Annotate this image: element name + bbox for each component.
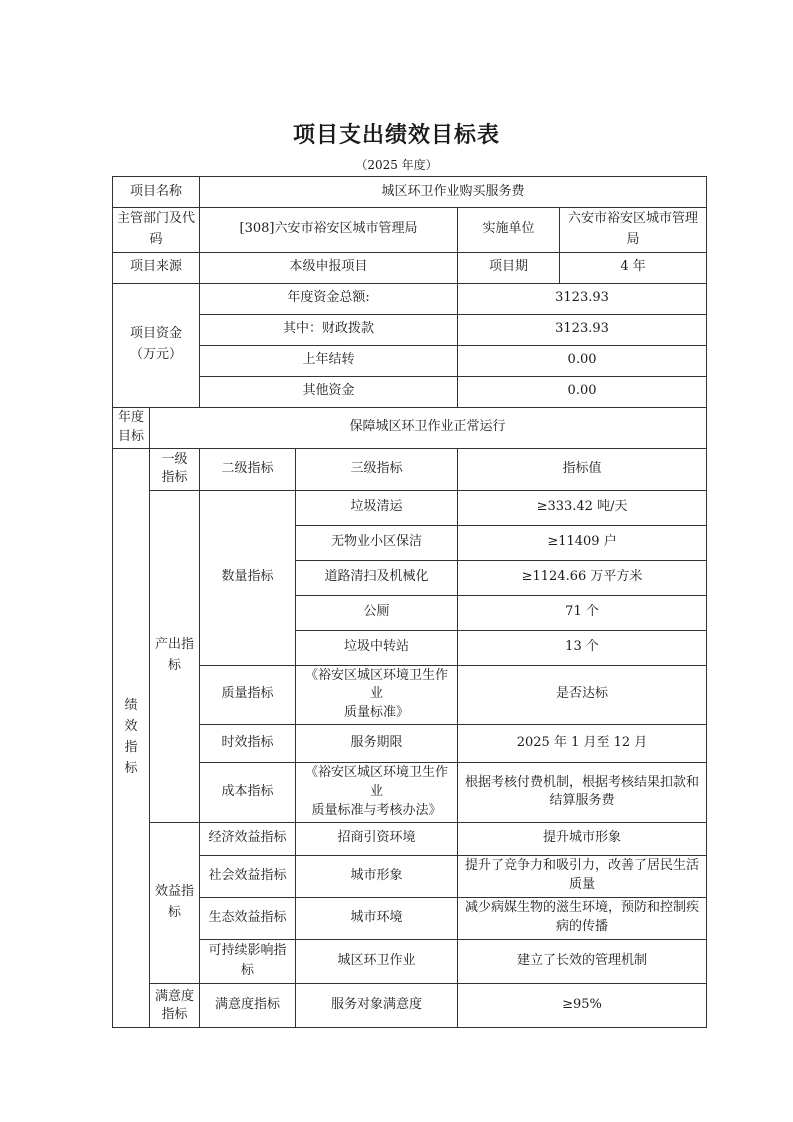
- impl-unit-value: 六安市裕安区城市管理局: [560, 208, 707, 253]
- funds-label-cell: [113, 283, 200, 407]
- funds-other-value: 0.00: [458, 376, 707, 407]
- benefit-value-line1: 提升了竞争力和吸引力，改善了居民生活: [465, 858, 700, 874]
- benefit-l2: 社会效益指标: [200, 855, 296, 897]
- project-name-value: 城区环卫作业购买服务费: [200, 177, 707, 208]
- header-level2: 二级指标: [200, 448, 296, 490]
- quantity-item-name: 垃圾中转站: [296, 630, 458, 665]
- quantity-item-value: ≥1124.66 万平方米: [458, 560, 707, 595]
- quantity-item-name: 公厕: [296, 595, 458, 630]
- goal-label-1: 年度: [117, 410, 144, 426]
- perf-label-char: 效: [124, 719, 138, 735]
- satisfaction-label-a: 满意度: [155, 988, 195, 1004]
- goal-value: 保障城区环卫作业正常运行: [150, 407, 707, 448]
- funds-fiscal-value: 3123.93: [458, 314, 707, 345]
- benefit-value: 建立了长效的管理机制: [458, 939, 707, 984]
- period-label: 项目期: [458, 252, 560, 283]
- timeliness-value: 2025 年 1 月至 12 月: [458, 725, 707, 763]
- benefit-label-b: 标: [168, 904, 182, 920]
- perf-label-char: 绩: [124, 698, 138, 714]
- benefit-l3: 城市形象: [296, 855, 458, 897]
- satisfaction-value: ≥95%: [458, 984, 707, 1028]
- funds-total-value: 3123.93: [458, 283, 707, 314]
- header-value: 指标值: [458, 448, 707, 490]
- goal-label-2: 目标: [117, 428, 144, 444]
- satisfaction-l2: 满意度指标: [200, 984, 296, 1028]
- perf-label-char: 标: [124, 760, 138, 776]
- cost-standard-line1: 《裕安区城区环境卫生作业: [305, 765, 449, 799]
- fiscal-year: （2025 年度）: [355, 158, 438, 172]
- timeliness-item: 服务期限: [296, 725, 458, 763]
- header-level1-a: 一级: [161, 451, 188, 467]
- quantity-item-value: ≥333.42 吨/天: [458, 490, 707, 525]
- header-level1: [150, 448, 200, 490]
- perf-label-char: 指: [124, 739, 138, 755]
- quality-label: 质量指标: [200, 665, 296, 725]
- cost-value-line1: 根据考核付费机制，根据考核结果扣款和: [465, 774, 700, 790]
- goal-label-cell: [113, 407, 150, 448]
- header-level3: 三级指标: [296, 448, 458, 490]
- benefit-l2: 可持续影响指标: [200, 939, 296, 984]
- quantity-item-name: 道路清扫及机械化: [296, 560, 458, 595]
- quantity-item-value: ≥11409 户: [458, 525, 707, 560]
- performance-table: [112, 176, 707, 1028]
- quantity-label: 数量指标: [200, 490, 296, 665]
- quantity-item-value: 71 个: [458, 595, 707, 630]
- timeliness-label: 时效指标: [200, 725, 296, 763]
- source-value: 本级申报项目: [200, 252, 458, 283]
- header-level1-b: 指标: [161, 470, 188, 486]
- cost-value-line2: 结算服务费: [549, 793, 615, 809]
- benefit-value: [458, 897, 707, 939]
- period-value: 4 年: [560, 252, 707, 283]
- benefit-l2: 生态效益指标: [200, 897, 296, 939]
- funds-carryover-label: 上年结转: [200, 345, 458, 376]
- benefit-value-line2: 病的传播: [556, 919, 609, 935]
- benefit-label-a: 效益指: [155, 884, 195, 900]
- benefit-l3: 城区环卫作业: [296, 939, 458, 984]
- output-label-cell: [150, 490, 200, 822]
- benefit-value: [458, 855, 707, 897]
- satisfaction-label-cell: [150, 984, 200, 1028]
- page-title: 项目支出绩效目标表: [292, 123, 500, 148]
- cost-value: [458, 763, 707, 823]
- perf-label-cell: [113, 448, 150, 1028]
- benefit-value: 提升城市形象: [458, 822, 707, 855]
- funds-fiscal-label: 其中：财政拨款: [200, 314, 458, 345]
- funds-unit: （万元）: [130, 347, 183, 363]
- output-label-b: 标: [168, 658, 182, 674]
- quality-value: 是否达标: [458, 665, 707, 725]
- satisfaction-label-b: 指标: [161, 1006, 188, 1022]
- output-label-a: 产出指: [155, 637, 195, 653]
- quality-standard: [296, 665, 458, 725]
- funds-total-label: 年度资金总额:: [200, 283, 458, 314]
- benefit-label-cell: [150, 822, 200, 984]
- cost-standard: [296, 763, 458, 823]
- benefit-value-line1: 减少病媒生物的滋生环境，预防和控制疾: [465, 900, 700, 916]
- funds-label: 项目资金: [130, 326, 183, 342]
- dept-value: [308]六安市裕安区城市管理局: [200, 208, 458, 253]
- funds-carryover-value: 0.00: [458, 345, 707, 376]
- dept-label: 主管部门及代码: [113, 208, 200, 253]
- source-label: 项目来源: [113, 252, 200, 283]
- quality-standard-line2: 质量标准》: [344, 705, 410, 721]
- benefit-l2: 经济效益指标: [200, 822, 296, 855]
- benefit-l3: 招商引资环境: [296, 822, 458, 855]
- funds-other-label: 其他资金: [200, 376, 458, 407]
- quality-standard-line1: 《裕安区城区环境卫生作业: [305, 667, 449, 702]
- project-name-label: 项目名称: [113, 177, 200, 208]
- quantity-item-name: 垃圾清运: [296, 490, 458, 525]
- quantity-item-value: 13 个: [458, 630, 707, 665]
- quantity-item-name: 无物业小区保洁: [296, 525, 458, 560]
- benefit-l3: 城市环境: [296, 897, 458, 939]
- benefit-value-line2: 质量: [569, 877, 596, 893]
- impl-unit-label: 实施单位: [458, 208, 560, 253]
- satisfaction-l3: 服务对象满意度: [296, 984, 458, 1028]
- cost-label: 成本指标: [200, 763, 296, 823]
- cost-standard-line2: 质量标准与考核办法》: [311, 802, 442, 818]
